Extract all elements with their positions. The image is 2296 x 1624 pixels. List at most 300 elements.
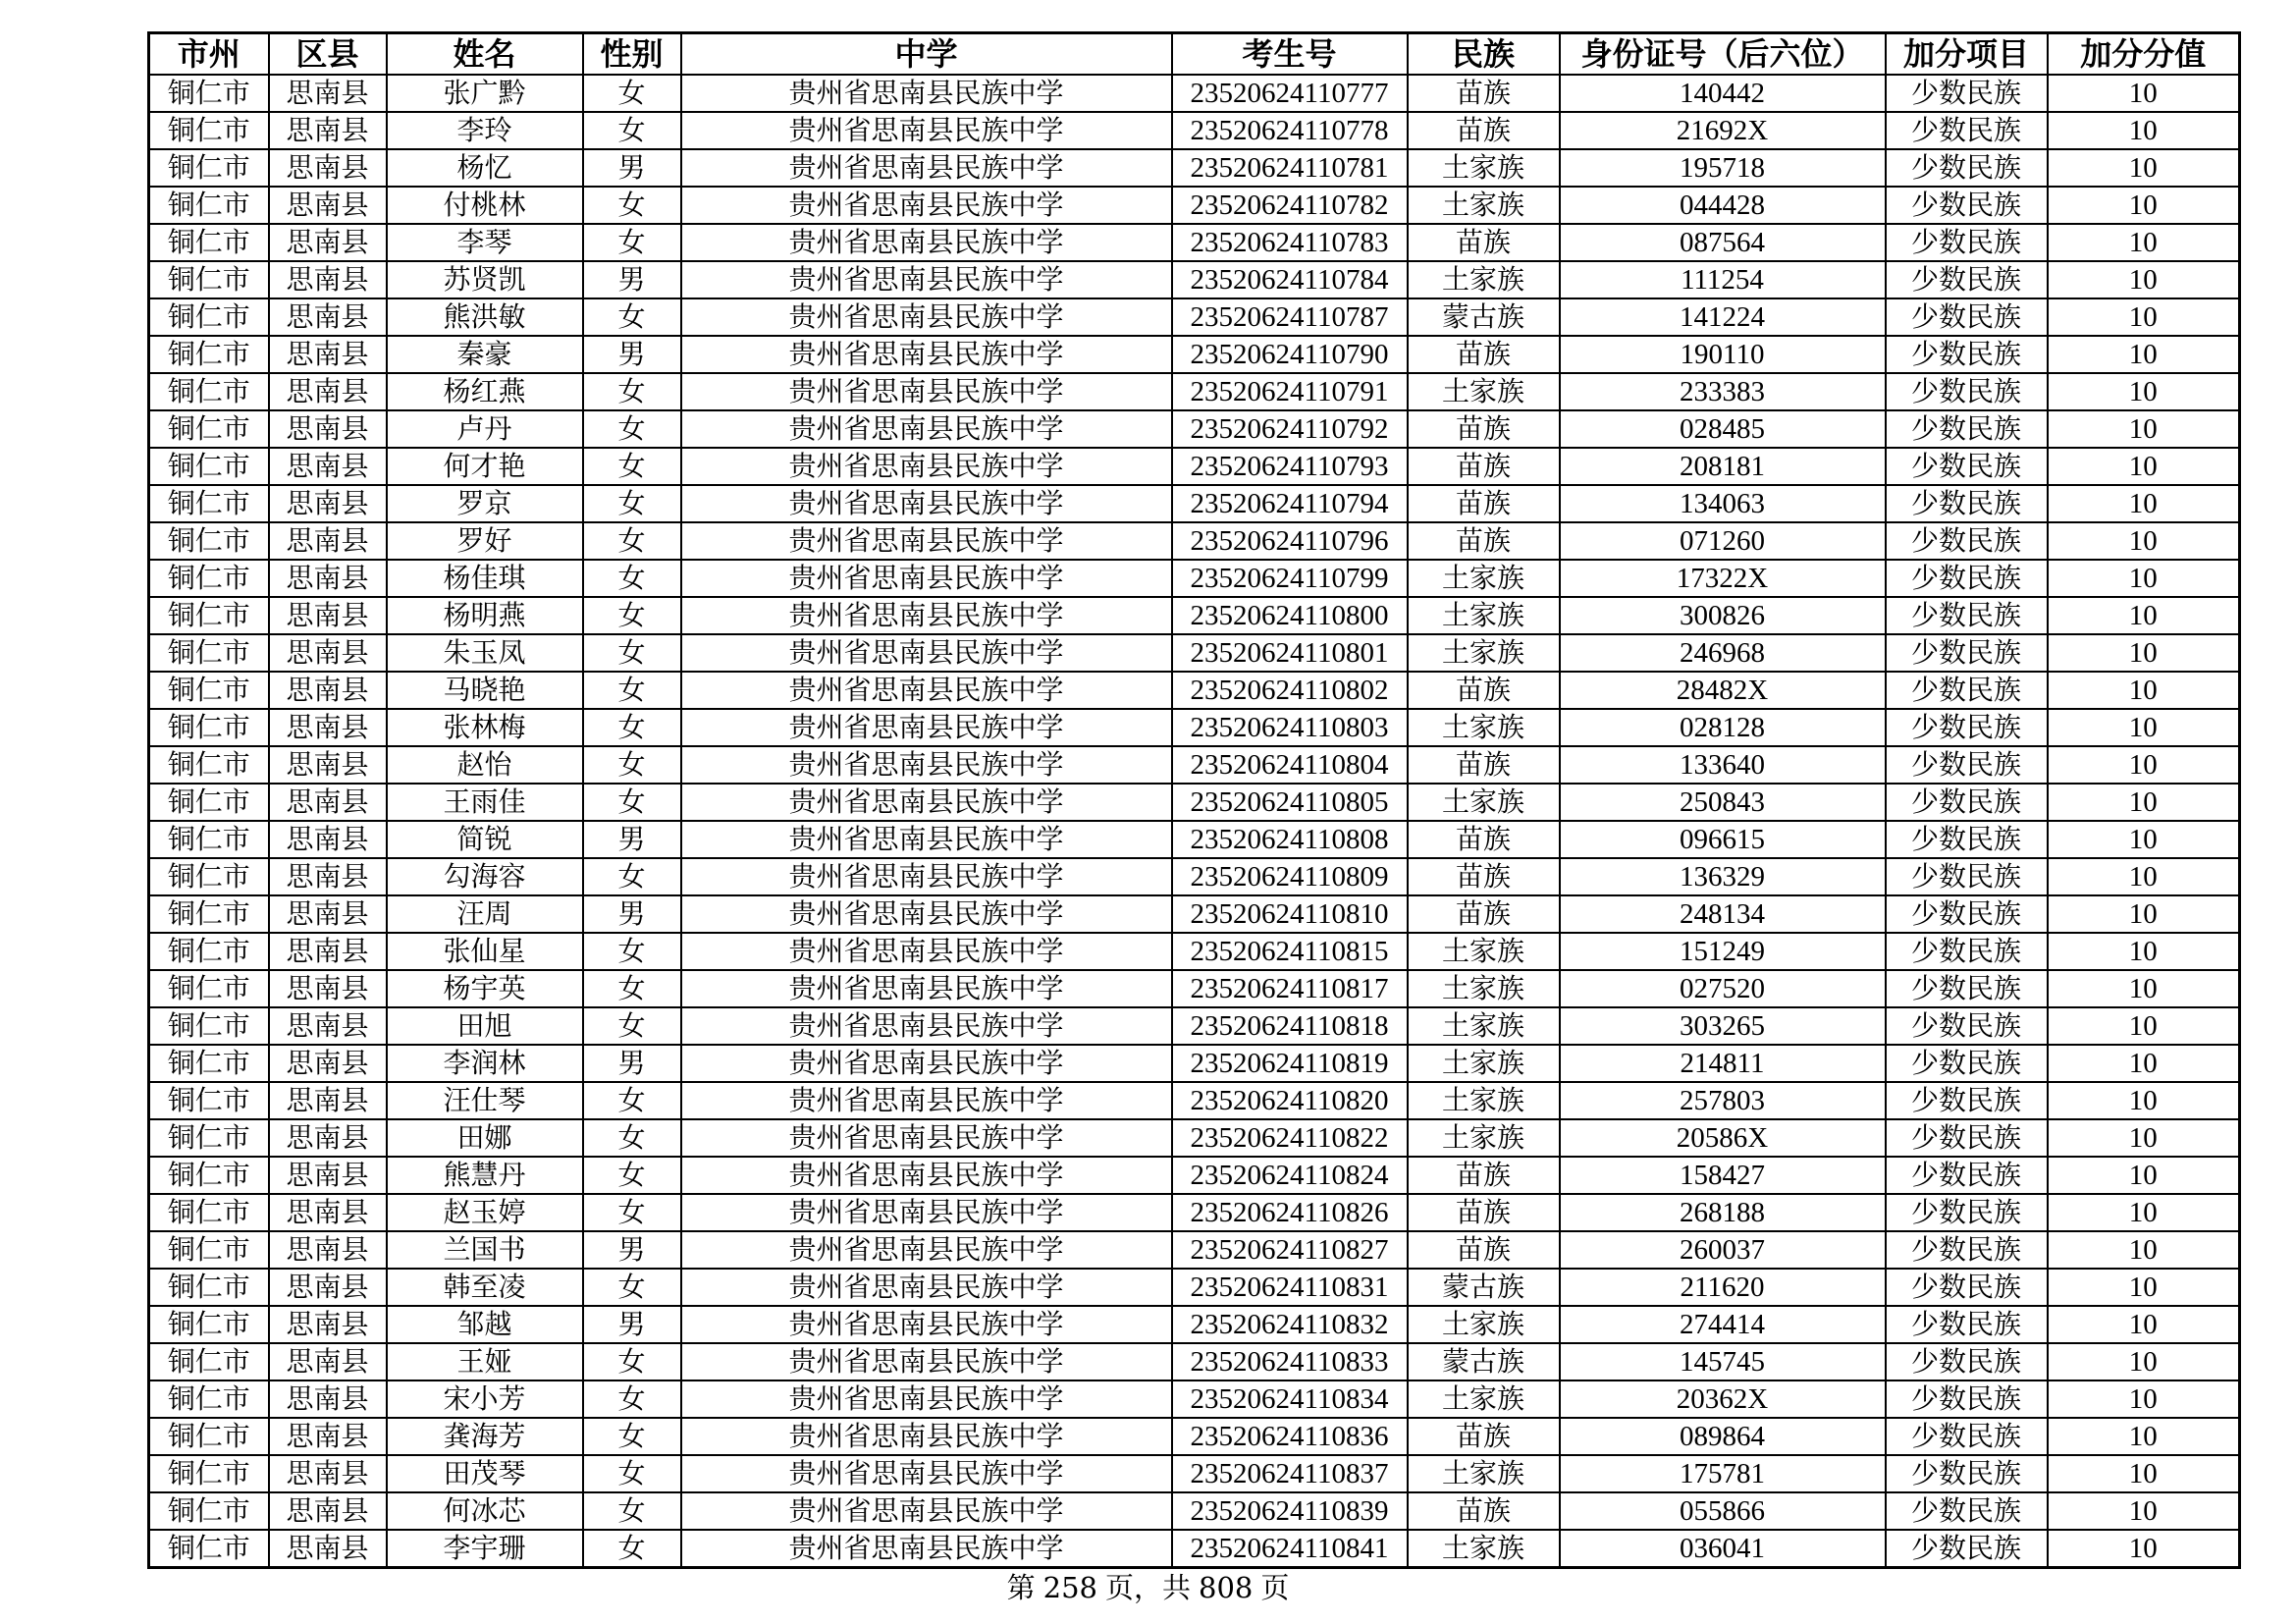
cell-city: 铜仁市 — [149, 821, 269, 858]
header-school: 中学 — [681, 33, 1172, 76]
cell-school: 贵州省思南县民族中学 — [681, 560, 1172, 597]
cell-county: 思南县 — [269, 933, 387, 970]
cell-exam-number: 23520624110790 — [1172, 336, 1408, 373]
cell-bonus-value: 10 — [2048, 448, 2240, 485]
table-row — [149, 149, 2240, 187]
cell-id-last-six: 027520 — [1560, 970, 1886, 1007]
cell-name: 卢丹 — [387, 410, 583, 448]
cell-bonus-value: 10 — [2048, 522, 2240, 560]
cell-county: 思南县 — [269, 410, 387, 448]
cell-city: 铜仁市 — [149, 709, 269, 746]
cell-ethnicity: 苗族 — [1408, 858, 1560, 895]
cell-ethnicity: 土家族 — [1408, 1119, 1560, 1157]
cell-school: 贵州省思南县民族中学 — [681, 261, 1172, 298]
cell-gender: 女 — [583, 187, 681, 224]
cell-bonus-item: 少数民族 — [1886, 672, 2048, 709]
cell-gender: 女 — [583, 75, 681, 112]
cell-bonus-item: 少数民族 — [1886, 261, 2048, 298]
cell-gender: 女 — [583, 1380, 681, 1418]
cell-city: 铜仁市 — [149, 112, 269, 149]
cell-bonus-value: 10 — [2048, 410, 2240, 448]
cell-ethnicity: 苗族 — [1408, 336, 1560, 373]
cell-bonus-item: 少数民族 — [1886, 1157, 2048, 1194]
cell-gender: 女 — [583, 224, 681, 261]
cell-county: 思南县 — [269, 336, 387, 373]
table-row — [149, 1306, 2240, 1343]
cell-gender: 女 — [583, 522, 681, 560]
cell-school: 贵州省思南县民族中学 — [681, 522, 1172, 560]
cell-name: 杨明燕 — [387, 597, 583, 634]
cell-gender: 女 — [583, 1119, 681, 1157]
cell-id-last-six: 134063 — [1560, 485, 1886, 522]
cell-ethnicity: 蒙古族 — [1408, 298, 1560, 336]
cell-exam-number: 23520624110803 — [1172, 709, 1408, 746]
cell-county: 思南县 — [269, 858, 387, 895]
cell-city: 铜仁市 — [149, 1306, 269, 1343]
cell-id-last-six: 268188 — [1560, 1194, 1886, 1231]
cell-bonus-item: 少数民族 — [1886, 1530, 2048, 1568]
cell-school: 贵州省思南县民族中学 — [681, 112, 1172, 149]
cell-bonus-item: 少数民族 — [1886, 933, 2048, 970]
table-row — [149, 1269, 2240, 1306]
cell-county: 思南县 — [269, 1045, 387, 1082]
cell-city: 铜仁市 — [149, 970, 269, 1007]
table-row — [149, 1007, 2240, 1045]
cell-gender: 女 — [583, 784, 681, 821]
table-row — [149, 746, 2240, 784]
cell-id-last-six: 028128 — [1560, 709, 1886, 746]
cell-county: 思南县 — [269, 1306, 387, 1343]
cell-city: 铜仁市 — [149, 1455, 269, 1492]
cell-county: 思南县 — [269, 1455, 387, 1492]
cell-id-last-six: 233383 — [1560, 373, 1886, 410]
cell-id-last-six: 096615 — [1560, 821, 1886, 858]
cell-name: 苏贤凯 — [387, 261, 583, 298]
cell-city: 铜仁市 — [149, 1157, 269, 1194]
cell-city: 铜仁市 — [149, 336, 269, 373]
cell-school: 贵州省思南县民族中学 — [681, 336, 1172, 373]
cell-id-last-six: 211620 — [1560, 1269, 1886, 1306]
cell-id-last-six: 151249 — [1560, 933, 1886, 970]
cell-exam-number: 23520624110810 — [1172, 895, 1408, 933]
cell-name: 熊洪敏 — [387, 298, 583, 336]
cell-bonus-item: 少数民族 — [1886, 1231, 2048, 1269]
cell-gender: 女 — [583, 1455, 681, 1492]
table-row — [149, 336, 2240, 373]
table-row — [149, 298, 2240, 336]
cell-bonus-item: 少数民族 — [1886, 1119, 2048, 1157]
table-row — [149, 1157, 2240, 1194]
cell-bonus-value: 10 — [2048, 1082, 2240, 1119]
cell-ethnicity: 苗族 — [1408, 485, 1560, 522]
cell-id-last-six: 20586X — [1560, 1119, 1886, 1157]
cell-bonus-value: 10 — [2048, 112, 2240, 149]
cell-bonus-value: 10 — [2048, 1157, 2240, 1194]
cell-city: 铜仁市 — [149, 1530, 269, 1568]
cell-gender: 女 — [583, 672, 681, 709]
cell-id-last-six: 274414 — [1560, 1306, 1886, 1343]
cell-exam-number: 23520624110784 — [1172, 261, 1408, 298]
cell-ethnicity: 土家族 — [1408, 1045, 1560, 1082]
cell-school: 贵州省思南县民族中学 — [681, 1119, 1172, 1157]
cell-bonus-item: 少数民族 — [1886, 709, 2048, 746]
cell-exam-number: 23520624110836 — [1172, 1418, 1408, 1455]
cell-bonus-value: 10 — [2048, 1194, 2240, 1231]
cell-exam-number: 23520624110827 — [1172, 1231, 1408, 1269]
cell-bonus-item: 少数民族 — [1886, 410, 2048, 448]
cell-school: 贵州省思南县民族中学 — [681, 1007, 1172, 1045]
cell-county: 思南县 — [269, 298, 387, 336]
table-row — [149, 448, 2240, 485]
cell-bonus-item: 少数民族 — [1886, 448, 2048, 485]
cell-county: 思南县 — [269, 112, 387, 149]
cell-ethnicity: 土家族 — [1408, 1380, 1560, 1418]
cell-city: 铜仁市 — [149, 560, 269, 597]
cell-city: 铜仁市 — [149, 485, 269, 522]
cell-bonus-value: 10 — [2048, 933, 2240, 970]
cell-exam-number: 23520624110841 — [1172, 1530, 1408, 1568]
table-row — [149, 522, 2240, 560]
cell-name: 王雨佳 — [387, 784, 583, 821]
cell-exam-number: 23520624110817 — [1172, 970, 1408, 1007]
cell-school: 贵州省思南县民族中学 — [681, 784, 1172, 821]
cell-bonus-item: 少数民族 — [1886, 821, 2048, 858]
cell-bonus-value: 10 — [2048, 373, 2240, 410]
cell-exam-number: 23520624110804 — [1172, 746, 1408, 784]
table-row — [149, 224, 2240, 261]
cell-school: 贵州省思南县民族中学 — [681, 1231, 1172, 1269]
cell-school: 贵州省思南县民族中学 — [681, 485, 1172, 522]
cell-bonus-item: 少数民族 — [1886, 634, 2048, 672]
cell-city: 铜仁市 — [149, 448, 269, 485]
cell-gender: 女 — [583, 1418, 681, 1455]
cell-ethnicity: 土家族 — [1408, 373, 1560, 410]
cell-school: 贵州省思南县民族中学 — [681, 448, 1172, 485]
cell-bonus-value: 10 — [2048, 1455, 2240, 1492]
cell-id-last-six: 246968 — [1560, 634, 1886, 672]
cell-county: 思南县 — [269, 784, 387, 821]
cell-id-last-six: 21692X — [1560, 112, 1886, 149]
cell-bonus-value: 10 — [2048, 746, 2240, 784]
cell-school: 贵州省思南县民族中学 — [681, 1455, 1172, 1492]
cell-school: 贵州省思南县民族中学 — [681, 149, 1172, 187]
cell-bonus-item: 少数民族 — [1886, 485, 2048, 522]
cell-ethnicity: 土家族 — [1408, 1082, 1560, 1119]
table-row — [149, 1119, 2240, 1157]
cell-county: 思南县 — [269, 1343, 387, 1380]
header-gender: 性别 — [583, 33, 681, 76]
cell-bonus-value: 10 — [2048, 709, 2240, 746]
cell-bonus-item: 少数民族 — [1886, 1269, 2048, 1306]
table-row — [149, 1231, 2240, 1269]
cell-city: 铜仁市 — [149, 149, 269, 187]
cell-gender: 女 — [583, 597, 681, 634]
cell-ethnicity: 苗族 — [1408, 1492, 1560, 1530]
cell-gender: 男 — [583, 1045, 681, 1082]
cell-city: 铜仁市 — [149, 1492, 269, 1530]
cell-gender: 女 — [583, 1343, 681, 1380]
cell-county: 思南县 — [269, 373, 387, 410]
cell-id-last-six: 141224 — [1560, 298, 1886, 336]
cell-city: 铜仁市 — [149, 672, 269, 709]
cell-ethnicity: 苗族 — [1408, 522, 1560, 560]
cell-bonus-value: 10 — [2048, 560, 2240, 597]
table-row — [149, 672, 2240, 709]
cell-county: 思南县 — [269, 1418, 387, 1455]
cell-school: 贵州省思南县民族中学 — [681, 1380, 1172, 1418]
cell-bonus-item: 少数民族 — [1886, 112, 2048, 149]
cell-id-last-six: 145745 — [1560, 1343, 1886, 1380]
cell-city: 铜仁市 — [149, 1082, 269, 1119]
cell-exam-number: 23520624110802 — [1172, 672, 1408, 709]
cell-school: 贵州省思南县民族中学 — [681, 821, 1172, 858]
cell-city: 铜仁市 — [149, 187, 269, 224]
cell-bonus-item: 少数民族 — [1886, 522, 2048, 560]
cell-ethnicity: 土家族 — [1408, 187, 1560, 224]
cell-bonus-value: 10 — [2048, 1007, 2240, 1045]
cell-ethnicity: 土家族 — [1408, 149, 1560, 187]
cell-city: 铜仁市 — [149, 1231, 269, 1269]
cell-school: 贵州省思南县民族中学 — [681, 933, 1172, 970]
cell-exam-number: 23520624110819 — [1172, 1045, 1408, 1082]
cell-gender: 男 — [583, 1231, 681, 1269]
cell-county: 思南县 — [269, 75, 387, 112]
cell-bonus-item: 少数民族 — [1886, 1418, 2048, 1455]
cell-bonus-item: 少数民族 — [1886, 1492, 2048, 1530]
cell-bonus-item: 少数民族 — [1886, 1306, 2048, 1343]
table-row — [149, 1194, 2240, 1231]
cell-gender: 男 — [583, 261, 681, 298]
cell-county: 思南县 — [269, 672, 387, 709]
cell-ethnicity: 苗族 — [1408, 1157, 1560, 1194]
cell-city: 铜仁市 — [149, 1045, 269, 1082]
cell-ethnicity: 苗族 — [1408, 1194, 1560, 1231]
cell-bonus-value: 10 — [2048, 187, 2240, 224]
cell-name: 马晓艳 — [387, 672, 583, 709]
cell-gender: 女 — [583, 410, 681, 448]
cell-school: 贵州省思南县民族中学 — [681, 1530, 1172, 1568]
cell-bonus-item: 少数民族 — [1886, 970, 2048, 1007]
bonus-points-sheet — [147, 31, 2238, 1569]
cell-gender: 女 — [583, 1269, 681, 1306]
cell-county: 思南县 — [269, 1082, 387, 1119]
cell-bonus-item: 少数民族 — [1886, 149, 2048, 187]
table-row — [149, 75, 2240, 112]
cell-ethnicity: 蒙古族 — [1408, 1269, 1560, 1306]
cell-ethnicity: 苗族 — [1408, 112, 1560, 149]
cell-school: 贵州省思南县民族中学 — [681, 1157, 1172, 1194]
cell-name: 李琴 — [387, 224, 583, 261]
cell-gender: 女 — [583, 448, 681, 485]
cell-id-last-six: 055866 — [1560, 1492, 1886, 1530]
table-row — [149, 485, 2240, 522]
cell-ethnicity: 苗族 — [1408, 1231, 1560, 1269]
cell-id-last-six: 133640 — [1560, 746, 1886, 784]
cell-bonus-value: 10 — [2048, 1380, 2240, 1418]
table-row — [149, 1380, 2240, 1418]
cell-ethnicity: 土家族 — [1408, 1530, 1560, 1568]
cell-school: 贵州省思南县民族中学 — [681, 1492, 1172, 1530]
cell-city: 铜仁市 — [149, 1418, 269, 1455]
cell-bonus-item: 少数民族 — [1886, 560, 2048, 597]
cell-bonus-item: 少数民族 — [1886, 187, 2048, 224]
cell-gender: 女 — [583, 560, 681, 597]
cell-id-last-six: 28482X — [1560, 672, 1886, 709]
cell-bonus-item: 少数民族 — [1886, 298, 2048, 336]
cell-county: 思南县 — [269, 187, 387, 224]
cell-gender: 女 — [583, 485, 681, 522]
cell-bonus-value: 10 — [2048, 485, 2240, 522]
cell-bonus-value: 10 — [2048, 1231, 2240, 1269]
cell-county: 思南县 — [269, 1194, 387, 1231]
cell-exam-number: 23520624110826 — [1172, 1194, 1408, 1231]
cell-name: 赵玉婷 — [387, 1194, 583, 1231]
cell-school: 贵州省思南县民族中学 — [681, 298, 1172, 336]
cell-bonus-value: 10 — [2048, 970, 2240, 1007]
footer-total-pages: 808 — [1199, 1571, 1254, 1604]
cell-name: 罗好 — [387, 522, 583, 560]
cell-county: 思南县 — [269, 746, 387, 784]
header-id-last-six: 身份证号（后六位） — [1560, 33, 1886, 76]
cell-county: 思南县 — [269, 224, 387, 261]
cell-county: 思南县 — [269, 448, 387, 485]
cell-exam-number: 23520624110796 — [1172, 522, 1408, 560]
cell-id-last-six: 089864 — [1560, 1418, 1886, 1455]
cell-name: 秦豪 — [387, 336, 583, 373]
cell-school: 贵州省思南县民族中学 — [681, 1082, 1172, 1119]
cell-city: 铜仁市 — [149, 261, 269, 298]
cell-bonus-value: 10 — [2048, 261, 2240, 298]
cell-gender: 男 — [583, 895, 681, 933]
cell-school: 贵州省思南县民族中学 — [681, 970, 1172, 1007]
cell-exam-number: 23520624110781 — [1172, 149, 1408, 187]
cell-exam-number: 23520624110820 — [1172, 1082, 1408, 1119]
cell-exam-number: 23520624110782 — [1172, 187, 1408, 224]
cell-ethnicity: 苗族 — [1408, 410, 1560, 448]
cell-county: 思南县 — [269, 1269, 387, 1306]
cell-city: 铜仁市 — [149, 746, 269, 784]
cell-bonus-value: 10 — [2048, 1418, 2240, 1455]
cell-name: 付桃林 — [387, 187, 583, 224]
cell-gender: 女 — [583, 1157, 681, 1194]
cell-exam-number: 23520624110832 — [1172, 1306, 1408, 1343]
cell-ethnicity: 土家族 — [1408, 709, 1560, 746]
cell-bonus-item: 少数民族 — [1886, 336, 2048, 373]
cell-exam-number: 23520624110783 — [1172, 224, 1408, 261]
cell-exam-number: 23520624110815 — [1172, 933, 1408, 970]
cell-county: 思南县 — [269, 485, 387, 522]
cell-county: 思南县 — [269, 1380, 387, 1418]
cell-county: 思南县 — [269, 1231, 387, 1269]
table-row — [149, 970, 2240, 1007]
cell-bonus-item: 少数民族 — [1886, 1007, 2048, 1045]
cell-school: 贵州省思南县民族中学 — [681, 75, 1172, 112]
cell-id-last-six: 140442 — [1560, 75, 1886, 112]
cell-name: 张仙星 — [387, 933, 583, 970]
cell-name: 田茂琴 — [387, 1455, 583, 1492]
cell-city: 铜仁市 — [149, 224, 269, 261]
cell-id-last-six: 158427 — [1560, 1157, 1886, 1194]
cell-name: 龚海芳 — [387, 1418, 583, 1455]
cell-county: 思南县 — [269, 149, 387, 187]
cell-city: 铜仁市 — [149, 1119, 269, 1157]
header-name: 姓名 — [387, 33, 583, 76]
header-exam-number: 考生号 — [1172, 33, 1408, 76]
cell-ethnicity: 土家族 — [1408, 933, 1560, 970]
cell-county: 思南县 — [269, 1119, 387, 1157]
cell-id-last-six: 20362X — [1560, 1380, 1886, 1418]
cell-exam-number: 23520624110805 — [1172, 784, 1408, 821]
cell-bonus-value: 10 — [2048, 1269, 2240, 1306]
cell-county: 思南县 — [269, 1530, 387, 1568]
cell-id-last-six: 248134 — [1560, 895, 1886, 933]
cell-name: 赵怡 — [387, 746, 583, 784]
cell-exam-number: 23520624110793 — [1172, 448, 1408, 485]
cell-city: 铜仁市 — [149, 298, 269, 336]
cell-id-last-six: 036041 — [1560, 1530, 1886, 1568]
cell-county: 思南县 — [269, 1007, 387, 1045]
cell-id-last-six: 195718 — [1560, 149, 1886, 187]
cell-city: 铜仁市 — [149, 634, 269, 672]
footer-suffix: 页 — [1260, 1571, 1290, 1604]
cell-name: 兰国书 — [387, 1231, 583, 1269]
table-row — [149, 1492, 2240, 1530]
cell-county: 思南县 — [269, 597, 387, 634]
cell-gender: 男 — [583, 1306, 681, 1343]
cell-exam-number: 23520624110808 — [1172, 821, 1408, 858]
cell-ethnicity: 苗族 — [1408, 75, 1560, 112]
cell-exam-number: 23520624110824 — [1172, 1157, 1408, 1194]
cell-bonus-value: 10 — [2048, 298, 2240, 336]
cell-exam-number: 23520624110778 — [1172, 112, 1408, 149]
cell-name: 张广黔 — [387, 75, 583, 112]
header-ethnicity: 民族 — [1408, 33, 1560, 76]
cell-school: 贵州省思南县民族中学 — [681, 1269, 1172, 1306]
cell-school: 贵州省思南县民族中学 — [681, 858, 1172, 895]
cell-name: 熊慧丹 — [387, 1157, 583, 1194]
cell-bonus-item: 少数民族 — [1886, 1045, 2048, 1082]
cell-bonus-value: 10 — [2048, 1343, 2240, 1380]
cell-name: 宋小芳 — [387, 1380, 583, 1418]
cell-id-last-six: 071260 — [1560, 522, 1886, 560]
cell-school: 贵州省思南县民族中学 — [681, 1418, 1172, 1455]
cell-gender: 女 — [583, 970, 681, 1007]
table-row — [149, 560, 2240, 597]
cell-city: 铜仁市 — [149, 75, 269, 112]
cell-name: 朱玉凤 — [387, 634, 583, 672]
cell-gender: 男 — [583, 149, 681, 187]
cell-bonus-item: 少数民族 — [1886, 895, 2048, 933]
cell-bonus-item: 少数民族 — [1886, 1082, 2048, 1119]
cell-gender: 女 — [583, 634, 681, 672]
cell-county: 思南县 — [269, 261, 387, 298]
cell-id-last-six: 208181 — [1560, 448, 1886, 485]
cell-school: 贵州省思南县民族中学 — [681, 224, 1172, 261]
cell-county: 思南县 — [269, 1492, 387, 1530]
cell-bonus-item: 少数民族 — [1886, 224, 2048, 261]
cell-ethnicity: 蒙古族 — [1408, 1343, 1560, 1380]
table-row — [149, 784, 2240, 821]
cell-exam-number: 23520624110794 — [1172, 485, 1408, 522]
cell-county: 思南县 — [269, 522, 387, 560]
table-row — [149, 187, 2240, 224]
table-row — [149, 597, 2240, 634]
cell-bonus-item: 少数民族 — [1886, 746, 2048, 784]
cell-city: 铜仁市 — [149, 410, 269, 448]
cell-ethnicity: 土家族 — [1408, 1007, 1560, 1045]
cell-gender: 女 — [583, 112, 681, 149]
cell-ethnicity: 苗族 — [1408, 448, 1560, 485]
